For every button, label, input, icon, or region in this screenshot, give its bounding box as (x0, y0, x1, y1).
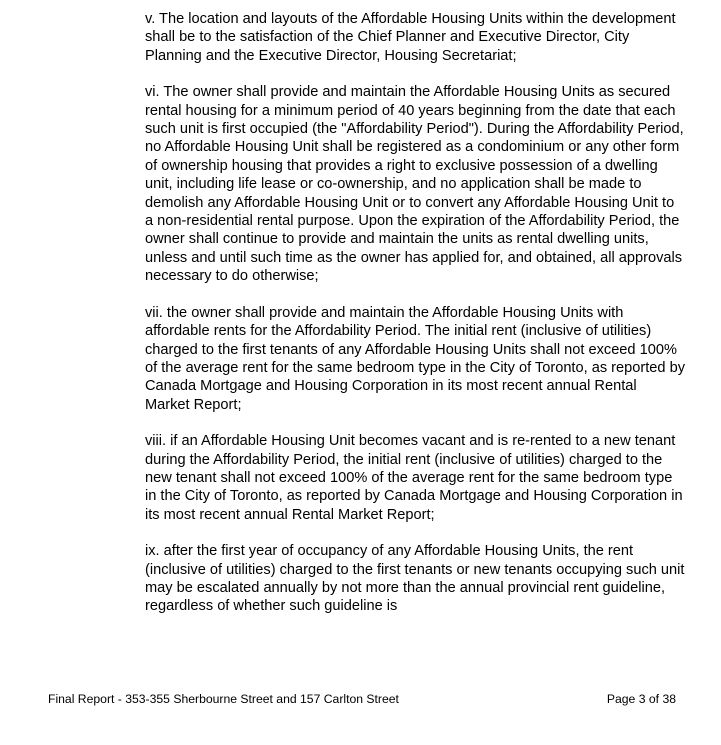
paragraph-v: v. The location and layouts of the Affordable Housing Units within the development shall be to the satisfaction of the Chief Planner and Executive Director, City Planning and the Executive Director, Housing Secretariat; (145, 11, 676, 64)
paragraph-ix: ix. after the first year of occupancy of any Affordable Housing Units, the rent (inclusive of utilities) charged to the first tenants or new tenants occupying such unit may be escalated annually by not more than the annual provincial rent guideline, regardless of whether such guideline is (145, 543, 685, 615)
paragraph-viii: viii. if an Affordable Housing Unit becomes vacant and is re-rented to a new tenant during the Affordability Period, the initial rent (inclusive of utilities) charged to the new tenant shall not exceed 100% of the average rent for the same bedroom type in the City of Toronto, as reported by Canada Mortgage and Housing Corporation in its most recent annual Rental Market Report; (145, 433, 683, 523)
footer-page-number: Page 3 of 38 (606, 692, 676, 706)
paragraph-vi: vi. The owner shall provide and maintain the Affordable Housing Units as secured rental housing for a minimum period of 40 years beginning from the date that each such unit is first occupied (the "Affordability Period"). During the Affordability Period, no Affordable Housing Unit shall be registered as a condominium or any other form of ownership housing that provides a right to exclusive possession of a dwelling unit, including life lease or co-ownership, and no application shall be made to demolish any Affordable Housing Unit or to convert any Affordable Housing Unit to a non-residential rental purpose. Upon the expiration of the Affordability Period, the owner shall continue to provide and maintain the units as rental dwelling units, unless and until such time as the owner has applied for, and obtained, all approvals necessary to do otherwise; (145, 84, 684, 285)
paragraph-vii: vii. the owner shall provide and maintain the Affordable Housing Units with affordable rents for the Affordability Period. The initial rent (inclusive of utilities) charged to the first tenants of any Affordable Housing Units shall not exceed 100% of the average rent for the same bedroom type in the City of Toronto, as reported by Canada Mortgage and Housing Corporation in its most recent annual Rental Market Report; (145, 304, 686, 413)
document-body (145, 10, 685, 634)
footer-report-title: Final Report - 353-355 Sherbourne Street and 157 Carlton Street (48, 692, 399, 706)
